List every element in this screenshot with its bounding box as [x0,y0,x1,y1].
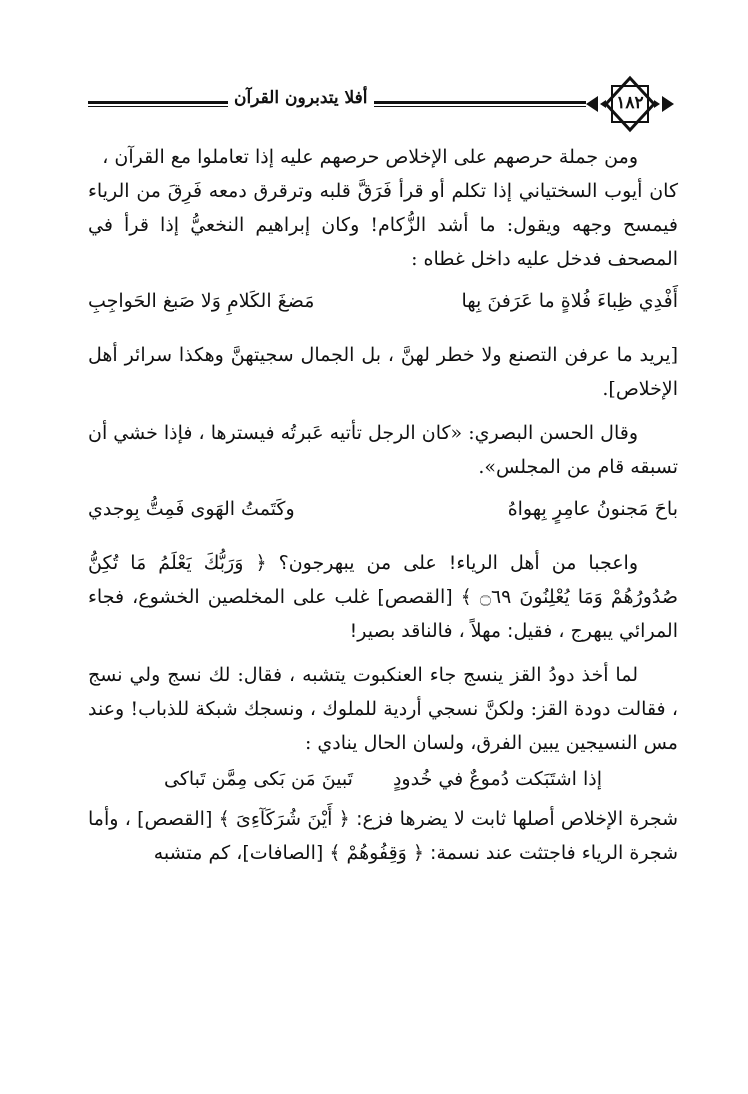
paragraph-7: شجرة الإخلاص أصلها ثابت لا يضرها فزع: ﴿ أَيْنَ شُرَكَآءِىَ ﴾ [القصص] ، وأما شجرة الرياء فاجتثت عند نسمة: ﴿ وَقِفُوهُمْ ﴾ [الصافات]، كم متشبه [88,808,678,864]
verse-3 [88,762,678,796]
running-title: أفلا يتدبرون القرآن [228,88,374,108]
verse-1 [88,284,678,318]
paragraph-5: واعجبا من أهل الرياء! على من يبهرجون؟ ﴿ وَرَبُّكَ يَعْلَمُ مَا تُكِنُّ صُدُورُهُمْ وَمَا يُعْلِنُونَ ۝٦٩ ﴾ [القصص] غلب على المخلصين الخشوع، فجاء المرائي يبهرج ، فقيل: مهلاً ، فالناقد بصير! [88,552,678,642]
verse-2 [88,492,678,526]
verse-2-first-hemistich: باحَ مَجنونُ عامِرٍ بِهواهُ [507,498,678,520]
verse-3-first-hemistich: إذا اشتَبَكت دُموعٌ في خُدودٍ [392,768,603,790]
verse-2-second-hemistich: وكَتَمتُ الهَوى فَمِتُّ بِوجدي [88,498,295,520]
page-number: ١٨٢ [616,93,644,113]
verse-1-first-hemistich: أَفْدِي ظِباءَ فُلاةٍ ما عَرَفنَ بِها [461,290,678,312]
verse-3-second-hemistich: تَبينَ مَن بَكى مِمَّن تَباكى [164,768,353,790]
paragraph-3: [يريد ما عرفن التصنع ولا خطر لهنَّ ، بل الجمال سجيتهنَّ وهكذا سرائر أهل الإخلاص]. [88,344,678,400]
paragraph-1: ومن جملة حرصهم على الإخلاص حرصهم عليه إذا تعاملوا مع القرآن ، [102,146,638,168]
running-header [88,74,678,134]
paragraph-6: لما أخذ دودُ القز ينسج جاء العنكبوت يتشبه ، فقال: لك نسج ولي نسج ، فقالت دودة القز: ولكنَّ نسجي أردية للملوك ، ونسجك شبكة للذباب! وعند مس النسيجين يبين الفرق، ولسان الحال ينادي : [88,664,678,754]
paragraph-2: كان أيوب السختياني إذا تكلم أو قرأ فَرَقَّ قلبه وترقرق دمعه فَرِقَ من الرياء فيمسح وجهه ويقول: ما أشد الزُّكام! وكان إبراهيم النخعيُّ إذا قرأ في المصحف فدخل عليه داخل غطاه : [88,180,678,270]
verse-1-second-hemistich: مَضغَ الكَلامِ وَلا صَبغ الحَواجِبِ [88,290,315,312]
paragraph-4: وقال الحسن البصري: «كان الرجل تأتيه عَبرتُه فيسترها ، فإذا خشي أن تسبقه قام من المجلس». [88,422,678,478]
page-body [88,140,678,870]
